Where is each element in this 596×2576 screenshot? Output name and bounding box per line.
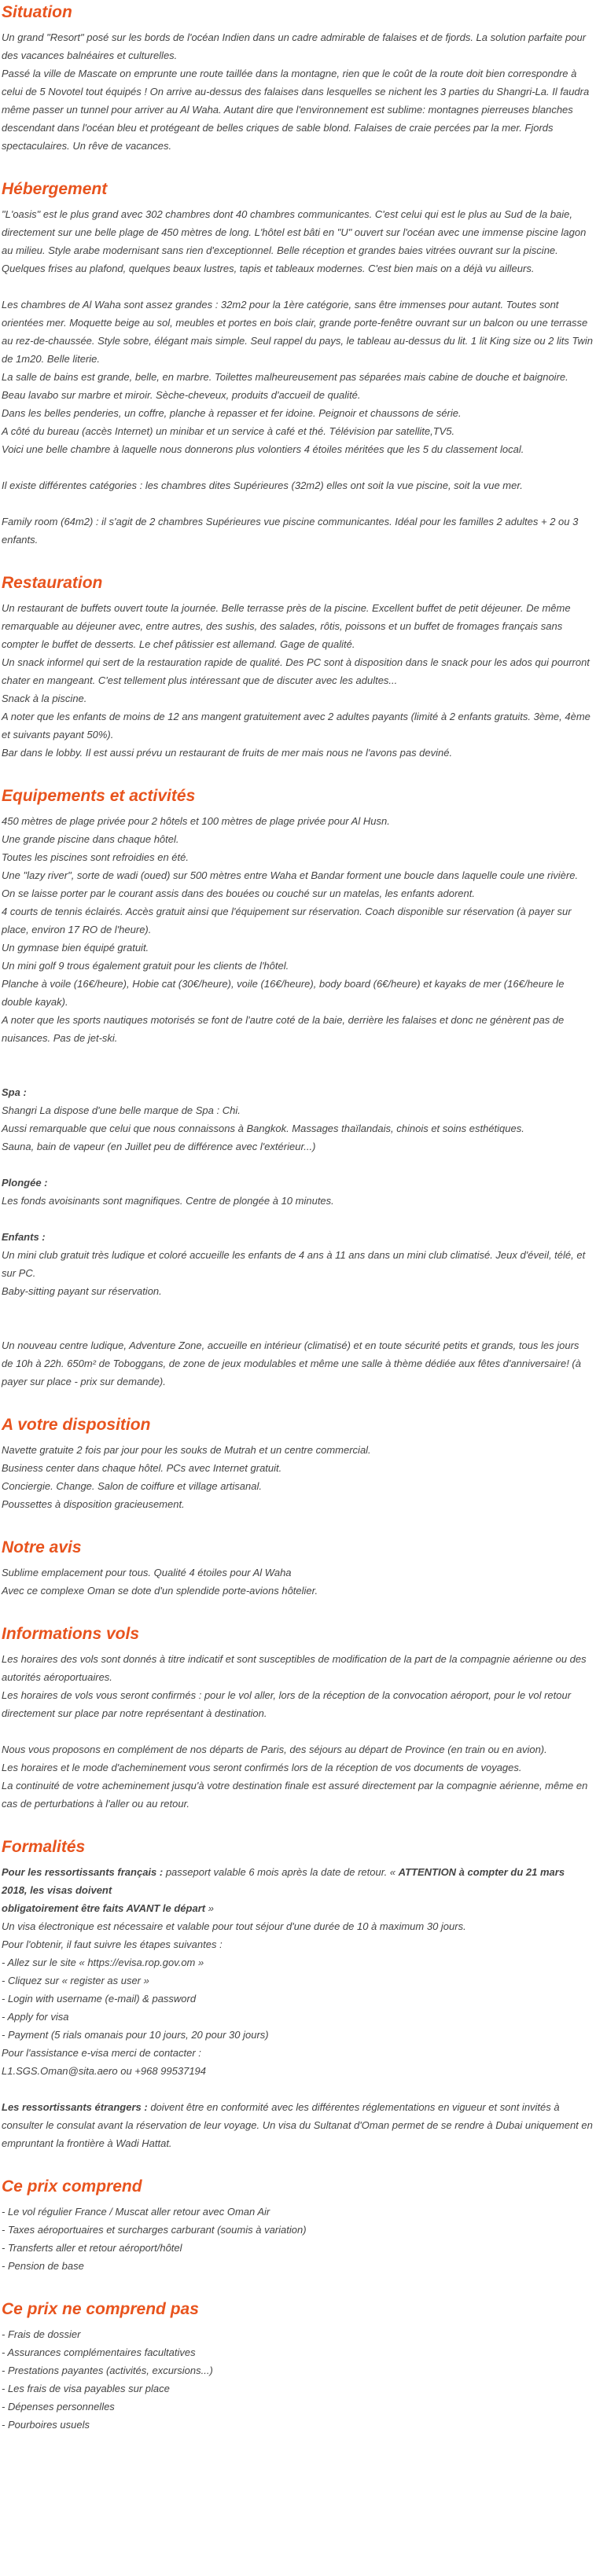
formalites-text [2, 1863, 593, 2152]
text-line: La salle de bains est grande, belle, en marbre. Toilettes malheureusement pas séparées mais cabine de douche et baignoire. Beau lavabo sur marbre et miroir. Sèche-cheveux, produits d'accueil de qualité. [2, 371, 568, 401]
text-line: Shangri La dispose d'une belle marque de Spa : Chi. [2, 1104, 241, 1116]
spacer [2, 1210, 593, 1228]
prix-comprend-list [2, 2203, 593, 2275]
section-title-avis: Notre avis [2, 1538, 82, 1556]
text-line: Un restaurant de buffets ouvert toute la journée. Belle terrasse près de la piscine. Excellent buffet de petit déjeuner. De même remarquable au déjeuner avec, entre autres, des sushis, des salades, rôtis, poissons et un buffet de fromages français sans compter le buffet de desserts. Le chef pâtissier est allemand. Gage de qualité. [2, 602, 571, 650]
text-line: Aussi remarquable que celui que nous connaissons à Bangkok. Massages thaïlandais, chinois et soins esthétiques. [2, 1123, 524, 1134]
spacer [2, 494, 593, 513]
section-title-disposition: A votre disposition [2, 1416, 151, 1434]
list-item: - Prestations payantes (activités, excursions...) [2, 2365, 213, 2376]
section-title-prix-ne-comprend-pas: Ce prix ne comprend pas [2, 2300, 199, 2318]
spacer [2, 2080, 593, 2098]
spacer [2, 1156, 593, 1174]
text-line: Nous vous proposons en complément de nos départs de Paris, des séjours au départ de Province (en train ou en avion). [2, 1744, 547, 1755]
section-disposition [2, 1414, 593, 1513]
text-line: Les horaires de vols vous seront confirmés : pour le vol aller, lors de la réception de la convocation aéroport, pour le vol retour directement sur place par notre représentant à destination. [2, 1689, 572, 1719]
evisa-step: - Login with username (e-mail) & password [2, 1993, 197, 2005]
section-title-vols: Informations vols [2, 1625, 140, 1643]
list-item: - Le vol régulier France / Muscat aller retour avec Oman Air [2, 2206, 270, 2218]
text-line: Bar dans le lobby. Il est aussi prévu un restaurant de fruits de mer mais nous ne l'avons pas deviné. [2, 747, 453, 759]
text-line: Baby-sitting payant sur réservation. [2, 1285, 162, 1297]
francais-text: passeport valable 6 mois après la date de retour. « [165, 1866, 396, 1878]
section-restauration [2, 572, 593, 762]
text-line: Avec ce complexe Oman se dote d'un splendide porte-avions hôtelier. [2, 1585, 318, 1597]
text-line: Une "lazy river", sorte de wadi (oued) sur 500 mètres entre Waha et Bandar forment une boucle dans laquelle coule une rivière. On se laisse porter par le courant assis dans des bouées ou couché sur un matelas, les enfants adorent. [2, 869, 579, 899]
attention-notice-continued: obligatoirement être faits AVANT le départ [2, 1902, 206, 1914]
subheading-enfants: Enfants : [2, 1231, 46, 1243]
avis-text [2, 1564, 593, 1600]
text-line: Planche à voile (16€/heure), Hobie cat (30€/heure), voile (16€/heure), body board (6€/heure) et kayaks de mer (16€/heure le double kayak). [2, 978, 565, 1008]
formalites-francais [2, 1863, 593, 1917]
section-equipements [2, 785, 593, 1391]
text-line: Pour l'obtenir, il faut suivre les étapes suivantes : [2, 1938, 223, 1950]
etrangers-text: doivent être en conformité avec les différentes réglementations en vigueur et sont invités à consulter le consulat avant la réservation de leur voyage. Un visa du Sultanat d'Oman permet de se rendre à Dubai uniquement en empruntant la frontière à Wadi Hattat. [2, 2101, 593, 2149]
section-hebergement [2, 178, 593, 549]
list-item: - Assurances complémentaires facultatives [2, 2346, 196, 2358]
text-line: Les horaires des vols sont donnés à titre indicatif et sont susceptibles de modification de la part de la compagnie aérienne ou des autorités aéroportuaires. [2, 1653, 587, 1683]
text-line: Il existe différentes catégories : les chambres dites Supérieures (32m2) elles ont soit la vue piscine, soit la vue mer. [2, 480, 523, 491]
text-line: Un mini golf 9 trous également gratuit pour les clients de l'hôtel. [2, 960, 289, 972]
evisa-step: - Apply for visa [2, 2011, 69, 2023]
vols-text [2, 1650, 593, 1813]
spacer [2, 1300, 593, 1318]
situation-text [2, 28, 593, 155]
section-prix-comprend [2, 2176, 593, 2275]
section-prix-ne-comprend-pas [2, 2299, 593, 2434]
evisa-contact: L1.SGS.Oman@sita.aero ou +968 99537194 [2, 2065, 207, 2077]
evisa-step: - Cliquez sur « register as user » [2, 1975, 149, 1986]
text-line: La continuité de votre acheminement jusqu'à votre destination finale est assuré directement par la compagnie aérienne, même en cas de perturbations à l'aller ou au retour. [2, 1780, 588, 1810]
spacer [2, 458, 593, 476]
text-line: Business center dans chaque hôtel. PCs avec Internet gratuit. [2, 1462, 282, 1474]
list-item: - Dépenses personnelles [2, 2401, 115, 2412]
section-avis [2, 1537, 593, 1600]
text-line: Passé la ville de Mascate on emprunte une route taillée dans la montagne, rien que le coût de la route doit bien correspondre à celui de 5 Novotel tout équipés ! On arrive au-dessus des falaises dans lesquelles se nichent les 3 parties du Shangri-La. Il faudra même passer un tunnel pour arriver au Al Waha. Autant dire que l'environnement est sublime: montagnes pierreuses blanches descendant dans l'océan bleu et protégeant de belles criques de sable blond. Falaises de craie percées par la mer. Fjords spectaculaires. Un rêve de vacances. [2, 68, 590, 152]
hebergement-text [2, 205, 593, 549]
text-line: Un nouveau centre ludique, Adventure Zone, accueille en intérieur (climatisé) et en toute sécurité petits et grands, tous les jours de 10h à 22h. 650m² de Toboggans, de zone de jeux modulables et même une salle à thème dédiée aux fêtes d'anniversaire! (à payer sur place - prix sur demande). [2, 1339, 581, 1387]
text-line: Les horaires et le mode d'acheminement vous seront confirmés lors de la réception de vos documents de voyages. [2, 1762, 522, 1773]
section-formalites [2, 1836, 593, 2152]
spacer [2, 1065, 593, 1083]
text-line: A côté du bureau (accès Internet) un minibar et un service à café et thé. Télévision par satellite,TV5. [2, 425, 455, 437]
prix-ne-comprend-pas-list [2, 2325, 593, 2434]
section-title-restauration: Restauration [2, 574, 103, 592]
text-line: Sauna, bain de vapeur (en Juillet peu de différence avec l'extérieur...) [2, 1141, 316, 1152]
section-title-situation: Situation [2, 3, 72, 21]
text-line: Les fonds avoisinants sont magnifiques. Centre de plongée à 10 minutes. [2, 1195, 334, 1207]
list-item: - Pourboires usuels [2, 2419, 90, 2431]
spacer [2, 1047, 593, 1065]
text-line: 450 mètres de plage privée pour 2 hôtels et 100 mètres de plage privée pour Al Husn. [2, 815, 390, 827]
disposition-text [2, 1441, 593, 1513]
text-line: Les chambres de Al Waha sont assez grandes : 32m2 pour la 1ère catégorie, sans être immenses pour autant. Toutes sont orientées mer. Moquette beige au sol, meubles et portes en bois clair, grande porte-fenêtre ouvrant sur un balcon ou une terrasse au rez-de-chaussée. Style sobre, élégant mais simple. Seul rappel du pays, le tableau au-dessus du lit. 1 lit King size ou 2 lits Twin de 1m20. Belle literie. [2, 299, 593, 365]
francais-label: Pour les ressortissants français : [2, 1866, 164, 1878]
section-title-equipements: Equipements et activités [2, 787, 196, 805]
text-line: Un mini club gratuit très ludique et coloré accueille les enfants de 4 ans à 11 ans dans un mini club climatisé. Jeux d'éveil, télé, et sur PC. [2, 1249, 586, 1279]
text-line: Voici une belle chambre à laquelle nous donnerons plus volontiers 4 étoiles méritées que les 5 du classement local. [2, 443, 524, 455]
list-item: - Pension de base [2, 2260, 84, 2272]
text-line: Conciergie. Change. Salon de coiffure et village artisanal. [2, 1480, 262, 1492]
spacer [2, 1318, 593, 1336]
equipements-text [2, 812, 593, 1391]
text-line: 4 courts de tennis éclairés. Accès gratuit ainsi que l'équipement sur réservation. Coach disponible sur réservation (à payer sur place, environ 17 RO de l'heure). [2, 906, 572, 935]
text-line: Toutes les piscines sont refroidies en été. [2, 851, 189, 863]
list-item: - Frais de dossier [2, 2328, 81, 2340]
list-item: - Transferts aller et retour aéroport/hôtel [2, 2242, 182, 2254]
text-line: A noter que les sports nautiques motorisés se font de l'autre coté de la baie, derrière les falaises et donc ne génèrent pas de nuisances. Pas de jet-ski. [2, 1014, 565, 1044]
text-line: "L'oasis" est le plus grand avec 302 chambres dont 40 chambres communicantes. C'est celui qui est le plus au Sud de la baie, directement sur une belle plage de 450 mètres de long. L'hôtel est bâti en "U" ouvert sur l'océan avec une immense piscine lagon au milieu. Style arabe modernisant sans rien d'exceptionnel. Belle réception et grandes baies vitrées ouvrant sur la piscine. Quelques frises au plafond, quelques beaux lustres, tapis et tableaux modernes. C'est bien mais on a déjà vu ailleurs. [2, 208, 587, 274]
formalites-etrangers [2, 2098, 593, 2152]
spacer [2, 277, 593, 296]
text-line: Pour l'assistance e-visa merci de contacter : [2, 2047, 201, 2059]
section-title-hebergement: Hébergement [2, 180, 108, 198]
text-line: Navette gratuite 2 fois par jour pour les souks de Mutrah et un centre commercial. [2, 1444, 371, 1456]
evisa-step: - Payment (5 rials omanais pour 10 jours, 20 pour 30 jours) [2, 2029, 269, 2041]
attention-notice: ATTENTION à compter du 21 mars 2018, les visas doivent [2, 1866, 565, 1896]
restauration-text [2, 599, 593, 762]
subheading-spa: Spa : [2, 1086, 27, 1098]
closing-quote: » [208, 1902, 214, 1914]
text-line: Dans les belles penderies, un coffre, planche à repasser et fer idoine. Peignoir et chaussons de série. [2, 407, 462, 419]
section-title-prix-comprend: Ce prix comprend [2, 2177, 142, 2196]
text-line: Family room (64m2) : il s'agit de 2 chambres Supérieures vue piscine communicantes. Idéal pour les familles 2 adultes + 2 ou 3 enfants. [2, 516, 579, 546]
etrangers-label: Les ressortissants étrangers : [2, 2101, 148, 2113]
spacer [2, 1722, 593, 1740]
text-line: Un grand "Resort" posé sur les bords de l'océan Indien dans un cadre admirable de falaises et de fjords. La solution parfaite pour des vacances balnéaires et culturelles. [2, 31, 587, 61]
section-situation [2, 2, 593, 155]
text-line: Snack à la piscine. [2, 693, 87, 704]
text-line: Une grande piscine dans chaque hôtel. [2, 833, 179, 845]
text-line: Un snack informel qui sert de la restauration rapide de qualité. Des PC sont à disposition dans le snack pour les ados qui pourront chater en mangeant. C'est tellement plus intéressant que de discuter avec les adultes... [2, 656, 590, 686]
evisa-step: - Allez sur le site « https://evisa.rop.gov.om » [2, 1957, 204, 1968]
section-vols [2, 1623, 593, 1813]
list-item: - Taxes aéroportuaires et surcharges carburant (soumis à variation) [2, 2224, 307, 2236]
text-line: Sublime emplacement pour tous. Qualité 4 étoiles pour Al Waha [2, 1567, 292, 1578]
text-line: A noter que les enfants de moins de 12 ans mangent gratuitement avec 2 adultes payants (limité à 2 enfants gratuits. 3ème, 4ème et suivants payant 50%). [2, 711, 590, 740]
subheading-plongee: Plongée : [2, 1177, 48, 1189]
text-line: Un gymnase bien équipé gratuit. [2, 942, 149, 954]
text-line: Un visa électronique est nécessaire et valable pour tout séjour d'une durée de 10 à maximum 30 jours. [2, 1920, 466, 1932]
list-item: - Les frais de visa payables sur place [2, 2383, 170, 2394]
text-line: Poussettes à disposition gracieusement. [2, 1498, 185, 1510]
section-title-formalites: Formalités [2, 1838, 86, 1856]
